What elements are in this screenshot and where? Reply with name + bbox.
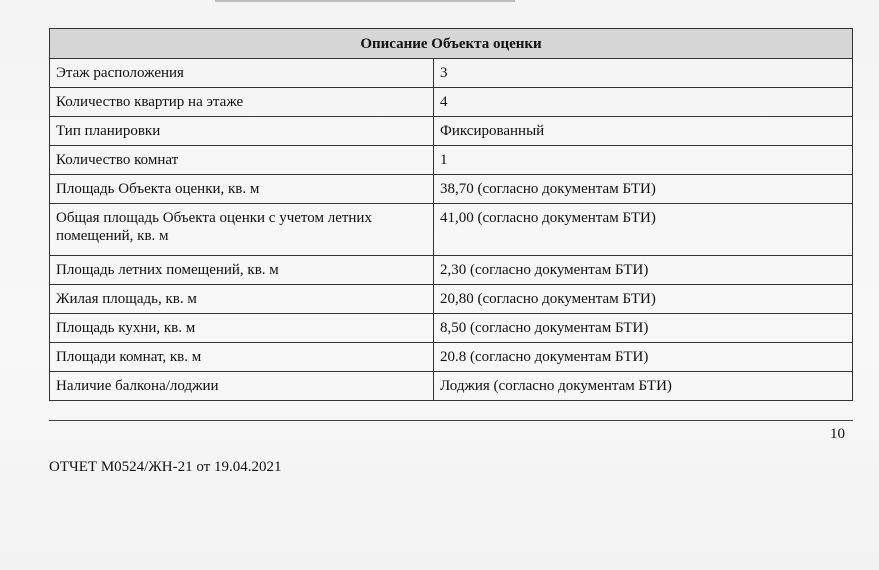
table-row — [50, 314, 853, 343]
table-row — [50, 59, 853, 88]
row-value: 1 — [434, 146, 853, 175]
row-label: Количество комнат — [50, 146, 434, 175]
report-identifier: ОТЧЕТ М0524/ЖН-21 от 19.04.2021 — [49, 459, 282, 475]
row-label: Тип планировки — [50, 117, 434, 146]
row-value: 4 — [434, 88, 853, 117]
row-value: 2,30 (согласно документам БТИ) — [434, 256, 853, 285]
object-description-table — [49, 28, 853, 401]
row-value: Лоджия (согласно документам БТИ) — [434, 372, 853, 401]
row-label: Наличие балкона/лоджии — [50, 372, 434, 401]
page-number: 10 — [830, 426, 845, 442]
table-header: Описание Объекта оценки — [50, 29, 853, 59]
row-label: Площади комнат, кв. м — [50, 343, 434, 372]
row-value: 38,70 (согласно документам БТИ) — [434, 175, 853, 204]
table-row — [50, 256, 853, 285]
row-label: Этаж расположения — [50, 59, 434, 88]
row-value: 41,00 (согласно документам БТИ) — [434, 204, 853, 256]
row-value: 8,50 (согласно документам БТИ) — [434, 314, 853, 343]
table-row — [50, 146, 853, 175]
row-label: Площадь кухни, кв. м — [50, 314, 434, 343]
table-row — [50, 175, 853, 204]
table-row — [50, 204, 853, 256]
table-row — [50, 88, 853, 117]
top-divider — [215, 0, 515, 2]
row-label: Количество квартир на этаже — [50, 88, 434, 117]
row-value: 20.8 (согласно документам БТИ) — [434, 343, 853, 372]
table-row — [50, 343, 853, 372]
table-row — [50, 285, 853, 314]
row-value: Фиксированный — [434, 117, 853, 146]
row-label: Площадь Объекта оценки, кв. м — [50, 175, 434, 204]
row-value: 3 — [434, 59, 853, 88]
row-label: Общая площадь Объекта оценки с учетом летних помещений, кв. м — [50, 204, 434, 256]
footer-divider — [49, 420, 853, 421]
row-label: Жилая площадь, кв. м — [50, 285, 434, 314]
table-row — [50, 372, 853, 401]
row-label: Площадь летних помещений, кв. м — [50, 256, 434, 285]
row-value: 20,80 (согласно документам БТИ) — [434, 285, 853, 314]
table-row — [50, 117, 853, 146]
